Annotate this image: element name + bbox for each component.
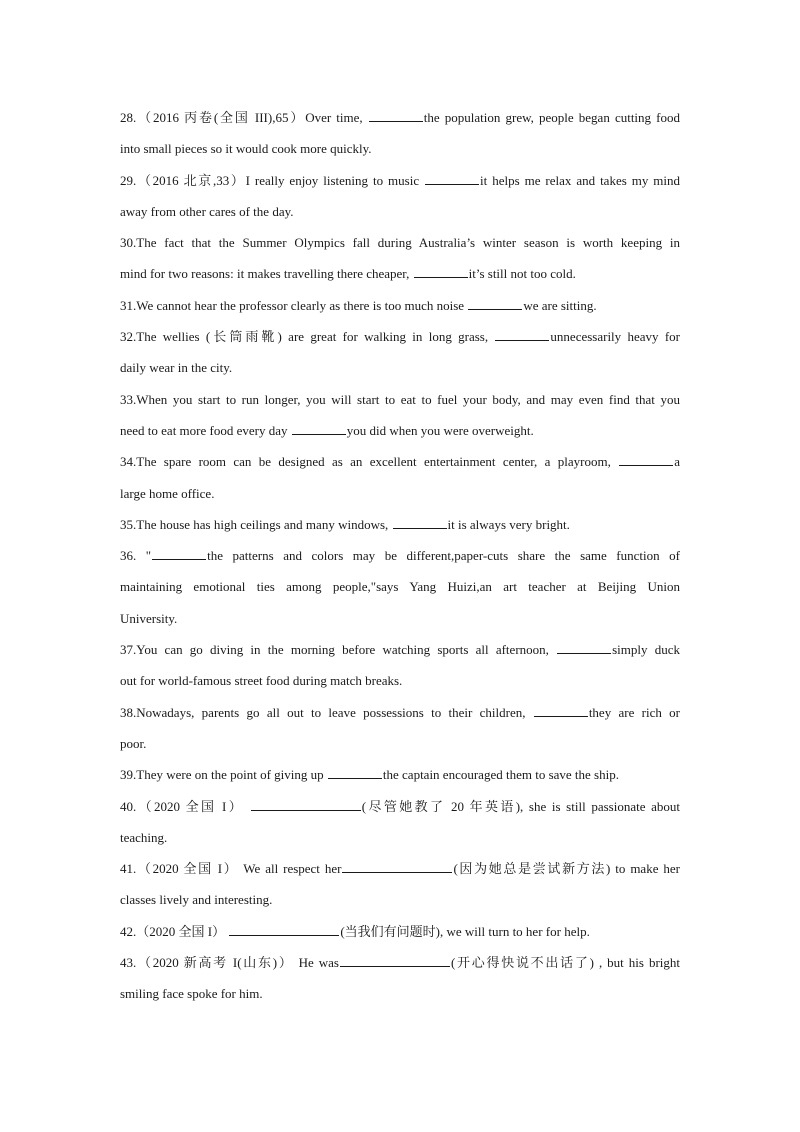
question-text: poor. xyxy=(120,735,147,751)
question-text: mind for two reasons: it makes travelling there cheaper, xyxy=(120,266,413,282)
question-41 xyxy=(120,853,680,916)
question-line xyxy=(120,258,680,289)
question-line xyxy=(120,603,680,634)
question-text: 38.Nowadays, parents go all out to leave possessions to their children, xyxy=(120,704,533,720)
question-list xyxy=(120,102,680,1010)
question-line xyxy=(120,634,680,665)
question-42 xyxy=(120,916,680,947)
question-text: smiling face spoke for him. xyxy=(120,986,263,1002)
answer-blank[interactable] xyxy=(495,328,549,341)
question-line xyxy=(120,571,680,602)
question-line xyxy=(120,509,680,540)
question-line xyxy=(120,853,680,884)
question-text: it helps me relax and takes my mind xyxy=(480,172,681,188)
question-text: 29.（2016 北京,33）I really enjoy listening to music xyxy=(120,172,425,188)
answer-blank[interactable] xyxy=(425,171,479,184)
question-text: it is always very bright. xyxy=(447,516,570,532)
question-text: into small pieces so it would cook more quickly. xyxy=(120,141,372,157)
question-29 xyxy=(120,165,680,228)
question-line xyxy=(120,227,680,258)
question-text: a xyxy=(674,454,680,470)
answer-blank[interactable] xyxy=(292,422,346,435)
question-34 xyxy=(120,446,680,509)
question-text: 40.（2020 全国 I） xyxy=(120,798,250,814)
question-line xyxy=(120,196,680,227)
question-text: we are sitting. xyxy=(523,297,597,313)
answer-blank[interactable] xyxy=(229,922,339,935)
question-text: 31.We cannot hear the professor clearly as there is too much noise xyxy=(120,297,468,313)
question-text: 34.The spare room can be designed as an excellent entertainment center, a playroom, xyxy=(120,454,619,470)
question-line xyxy=(120,759,680,790)
question-text: away from other cares of the day. xyxy=(120,203,294,219)
question-text: 35.The house has high ceilings and many windows, xyxy=(120,516,392,532)
question-line xyxy=(120,133,680,164)
question-text: it’s still not too cold. xyxy=(468,266,576,282)
question-text: 42.（2020 全国 I） xyxy=(120,923,229,939)
question-text: 33.When you start to run longer, you will start to eat to fuel your body, and may even find that you xyxy=(120,391,680,407)
question-text: teaching. xyxy=(120,829,168,845)
question-36 xyxy=(120,540,680,634)
question-text: (开心得快说不出话了) , but his bright xyxy=(450,955,680,971)
question-30 xyxy=(120,227,680,290)
question-text: (因为她总是尝试新方法) to make her xyxy=(453,861,680,877)
question-line xyxy=(120,916,680,947)
question-line xyxy=(120,290,680,321)
answer-blank[interactable] xyxy=(619,453,673,466)
question-39 xyxy=(120,759,680,790)
question-line xyxy=(120,321,680,352)
question-text: out for world-famous street food during match breaks. xyxy=(120,673,403,689)
question-text: maintaining emotional ties among people,"says Yang Huizi,an art teacher at Beijing Union xyxy=(120,579,680,595)
question-text: 39.They were on the point of giving up xyxy=(120,767,327,783)
question-text: the captain encouraged them to save the ship. xyxy=(382,767,619,783)
question-line xyxy=(120,728,680,759)
answer-blank[interactable] xyxy=(468,296,522,309)
answer-blank[interactable] xyxy=(557,641,611,654)
answer-blank[interactable] xyxy=(534,703,588,716)
question-line xyxy=(120,352,680,383)
question-text: they are rich or xyxy=(588,704,681,720)
question-line xyxy=(120,540,680,571)
question-text: 37.You can go diving in the morning before watching sports all afternoon, xyxy=(120,642,557,658)
answer-blank[interactable] xyxy=(393,516,447,529)
question-43 xyxy=(120,947,680,1010)
question-line xyxy=(120,791,680,822)
question-text: 28.（2016 丙卷(全国 III),65）Over time, xyxy=(120,110,368,125)
question-text: unnecessarily heavy for xyxy=(550,329,680,345)
question-text: large home office. xyxy=(120,485,215,501)
question-text: you did when you were overweight. xyxy=(346,422,534,438)
question-line xyxy=(120,978,680,1009)
question-text: need to eat more food every day xyxy=(120,422,291,438)
answer-blank[interactable] xyxy=(369,109,423,122)
question-text: University. xyxy=(120,610,178,626)
question-line xyxy=(120,415,680,446)
question-text: 41.（2020 全国 I） We all respect her xyxy=(120,861,342,877)
answer-blank[interactable] xyxy=(152,547,206,560)
question-35 xyxy=(120,509,680,540)
question-text: the population grew, people began cutting food xyxy=(423,110,680,125)
question-text: classes lively and interesting. xyxy=(120,892,273,908)
question-31 xyxy=(120,290,680,321)
question-line xyxy=(120,822,680,853)
answer-blank[interactable] xyxy=(340,954,450,967)
question-text: 43.（2020 新高考 I(山东)） He was xyxy=(120,955,339,971)
question-text: simply duck xyxy=(612,642,680,658)
question-line xyxy=(120,478,680,509)
question-text: the patterns and colors may be different,paper-cuts share the same function of xyxy=(207,548,680,564)
question-text: 32.The wellies (长筒雨靴) are great for walking in long grass, xyxy=(120,329,495,345)
question-text: 30.The fact that the Summer Olympics fall during Australia’s winter season is worth keeping in xyxy=(120,235,680,251)
question-line xyxy=(120,384,680,415)
question-line xyxy=(120,102,680,133)
question-32 xyxy=(120,321,680,384)
question-28 xyxy=(120,102,680,165)
question-text: (尽管她教了 20 年英语), she is still passionate about xyxy=(361,798,680,814)
question-text: (当我们有问题时), we will turn to her for help. xyxy=(340,923,590,939)
question-line xyxy=(120,446,680,477)
question-line xyxy=(120,947,680,978)
question-40 xyxy=(120,791,680,854)
answer-blank[interactable] xyxy=(414,265,468,278)
question-line xyxy=(120,884,680,915)
question-text: daily wear in the city. xyxy=(120,360,233,376)
question-line xyxy=(120,665,680,696)
question-text: 36. " xyxy=(120,548,152,564)
question-line xyxy=(120,165,680,196)
question-33 xyxy=(120,384,680,447)
answer-blank[interactable] xyxy=(251,797,361,810)
question-38 xyxy=(120,697,680,760)
question-37 xyxy=(120,634,680,697)
question-line xyxy=(120,697,680,728)
answer-blank[interactable] xyxy=(342,860,452,873)
answer-blank[interactable] xyxy=(328,766,382,779)
